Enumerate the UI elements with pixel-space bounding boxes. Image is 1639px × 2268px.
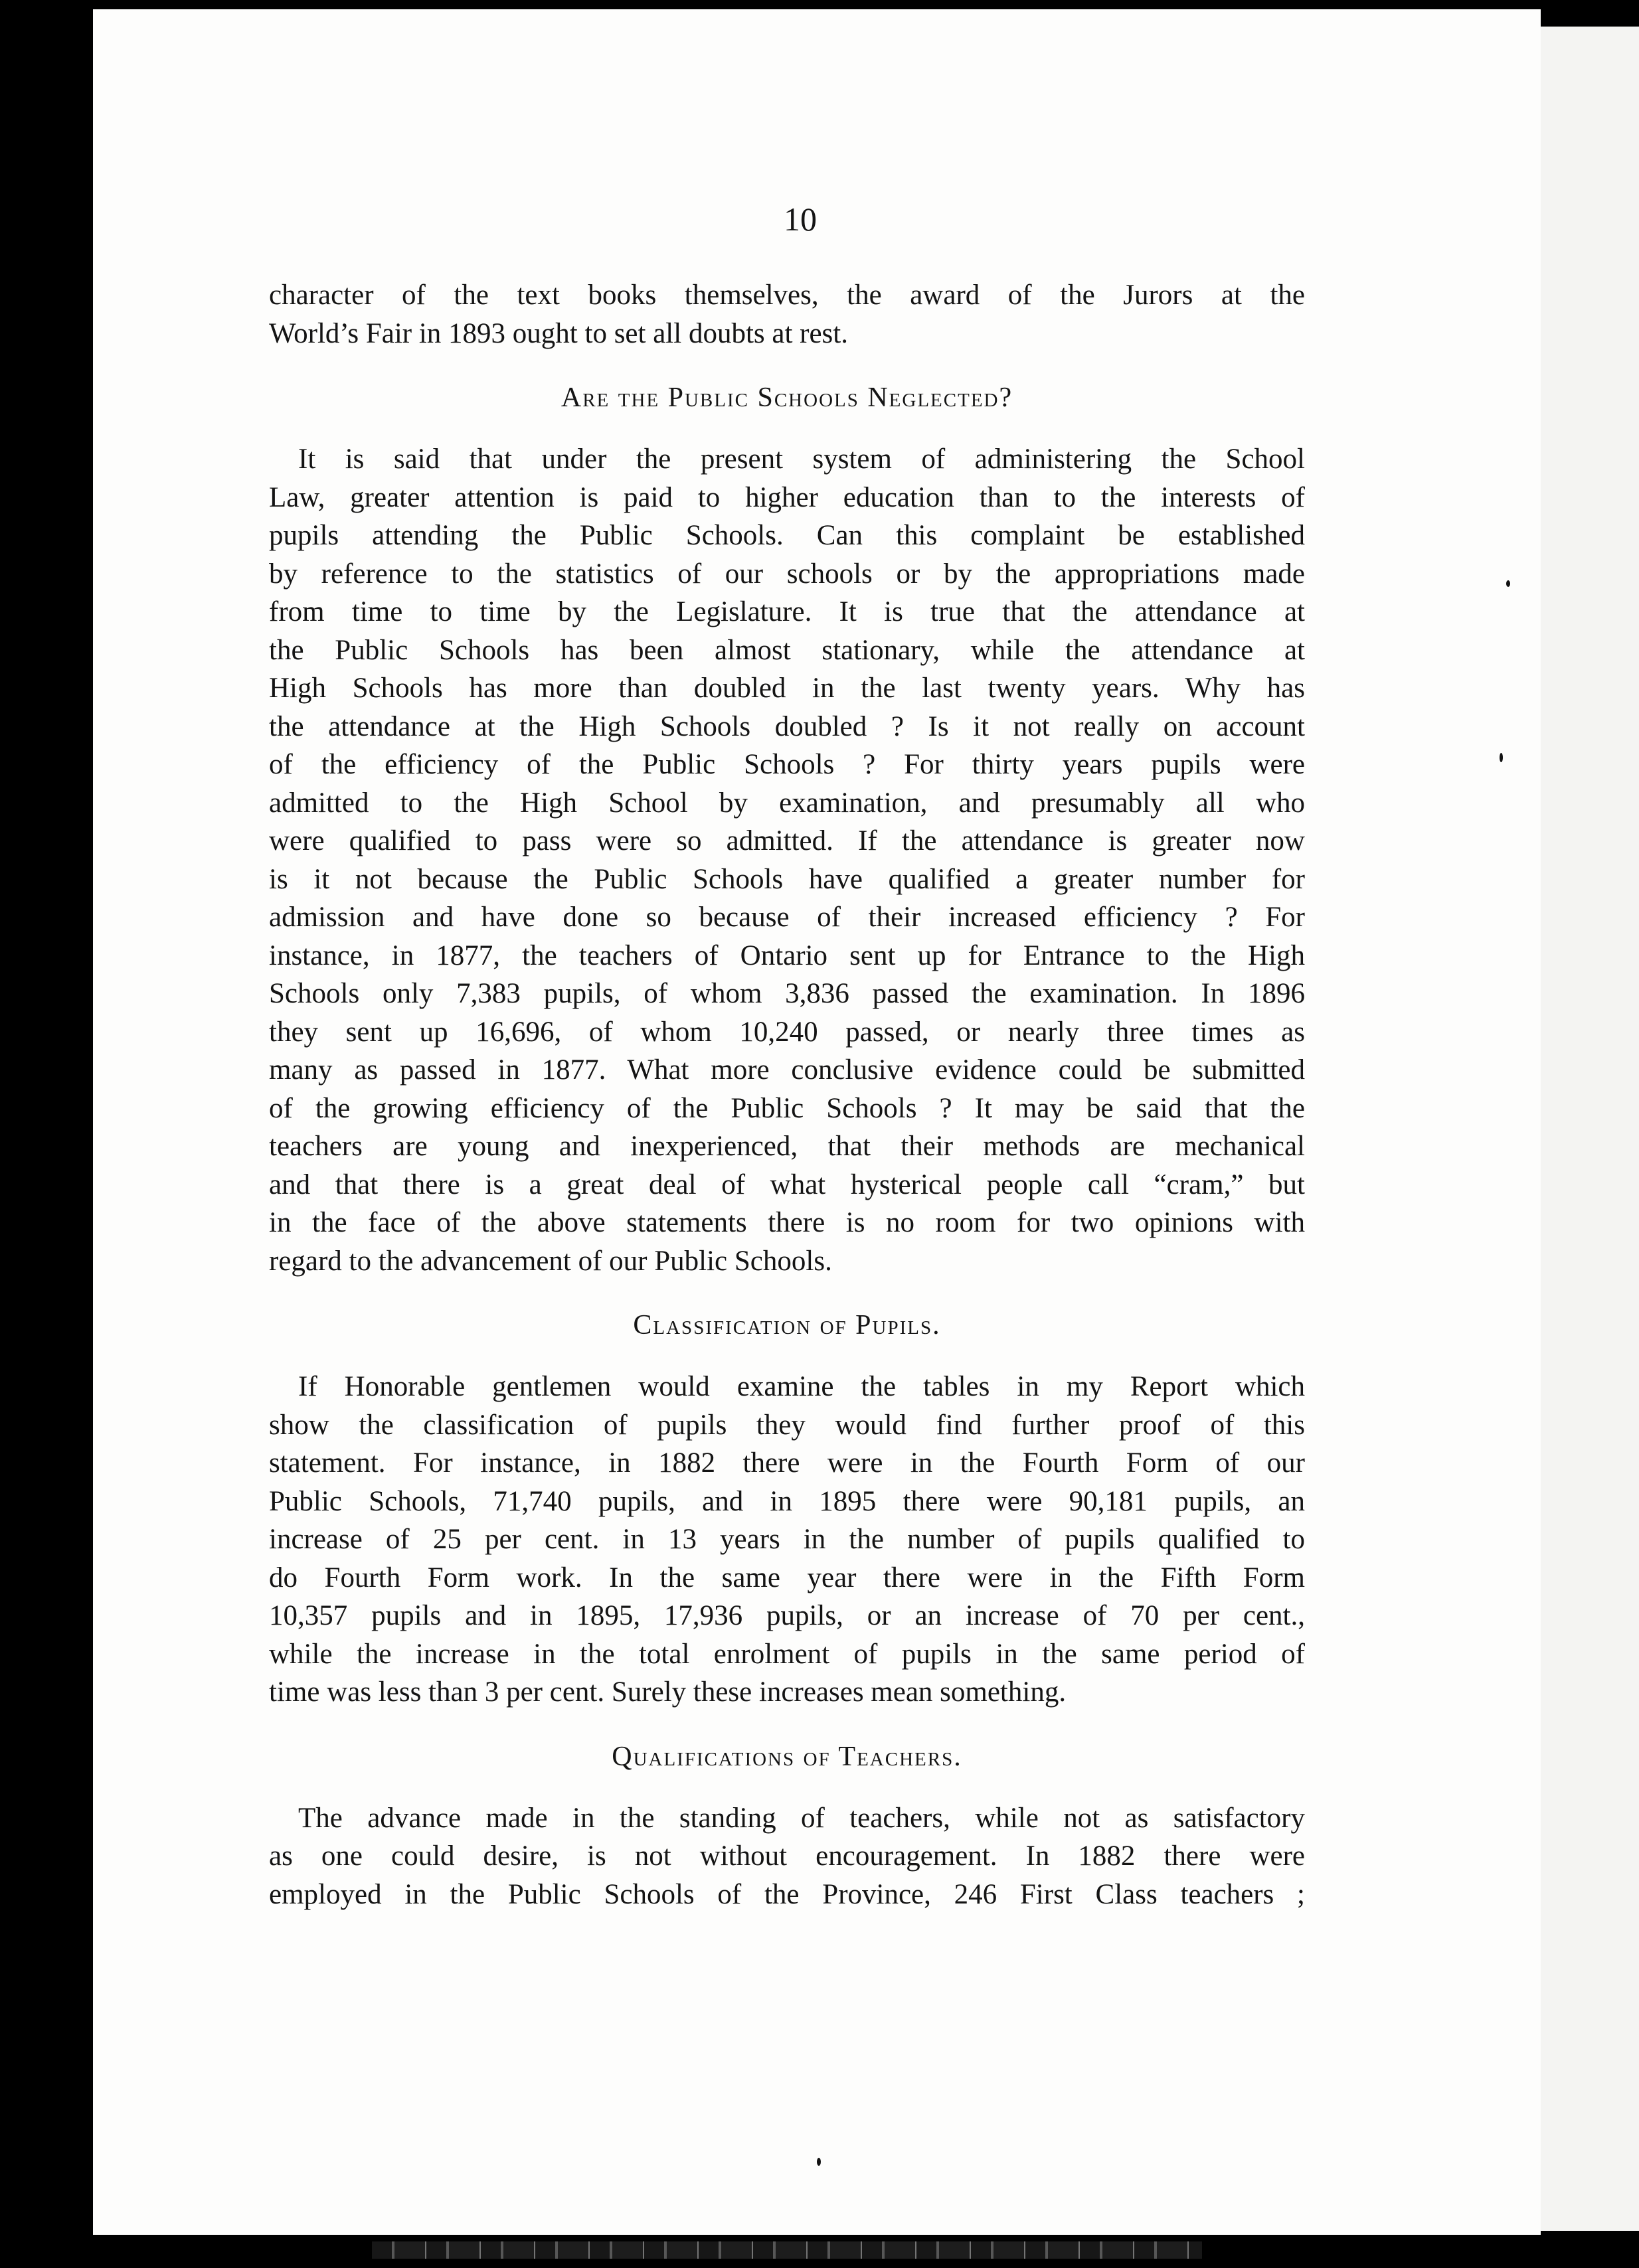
text-line: Law, greater attention is paid to higher education than to the interests of [269,481,1305,513]
text-line: in the face of the above statements there is no room for two opinions with [269,1207,1305,1238]
scan-bottom-noise [372,2241,1202,2259]
paragraph-classification [269,1368,1305,1712]
text-line: of the efficiency of the Public Schools ? For thirty years pupils were [269,749,1305,780]
text-line: and that there is a great deal of what hysterical people call “cram,” but [269,1169,1305,1200]
text-line: do Fourth Form work. In the same year there were in the Fifth Form [269,1562,1305,1593]
page-number: 10 [784,201,817,238]
opening-paragraph [269,276,1305,353]
section-heading-teachers: Qualifications of Teachers. [612,1741,962,1772]
text-line: admitted to the High School by examination, and presumably all who [269,787,1305,819]
paragraph-public-schools [269,440,1305,1280]
text-line: 10,357 pupils and in 1895, 17,936 pupils, or an increase of 70 per cent., [269,1600,1305,1631]
text-line: of the growing efficiency of the Public Schools ? It may be said that the [269,1092,1305,1124]
text-line: Schools only 7,383 pupils, of whom 3,836 passed the examination. In 1896 [269,978,1305,1009]
paragraph-teachers [269,1799,1305,1914]
text-line: is it not because the Public Schools have qualified a greater number for [269,863,1305,895]
text-line: teachers are young and inexperienced, that their methods are mechanical [269,1131,1305,1162]
text-line: statement. For instance, in 1882 there were in the Fourth Form of our [269,1447,1305,1479]
text-line: admission and have done so because of their increased efficiency ? For [269,902,1305,933]
text-line: while the increase in the total enrolment of pupils in the same period of [269,1638,1305,1670]
text-line: the attendance at the High Schools doubled ? Is it not really on account [269,710,1305,742]
text-line: Public Schools, 71,740 pupils, and in 1895 there were 90,181 pupils, an [269,1485,1305,1517]
text-line: time was less than 3 per cent. Surely these increases mean something. [269,1676,1067,1708]
text-line: they sent up 16,696, of whom 10,240 passed, or nearly three times as [269,1016,1305,1048]
text-line: from time to time by the Legislature. It is true that the attendance at [269,596,1305,627]
section-heading-classification: Classification of Pupils. [633,1310,941,1340]
text-line: by reference to the statistics of our schools or by the appropriations made [269,558,1305,590]
text-line: High Schools has more than doubled in the last twenty years. Why has [269,673,1305,704]
text-line: The advance made in the standing of teachers, while not as satisfactory [298,1802,1305,1834]
text-line: show the classification of pupils they would find further proof of this [269,1409,1305,1441]
text-line: character of the text books themselves, the award of the Jurors at the [269,280,1305,311]
text-line: were qualified to pass were so admitted. If the attendance is greater now [269,825,1305,856]
text-line: increase of 25 per cent. in 13 years in the number of pupils qualified to [269,1524,1305,1555]
text-line: pupils attending the Public Schools. Can this complaint be established [269,520,1305,551]
scan-speck [1506,580,1510,587]
text-line: World’s Fair in 1893 ought to set all doubts at rest. [269,317,848,349]
document-text [269,199,1305,1913]
text-line: the Public Schools has been almost stationary, while the attendance at [269,634,1305,666]
text-line: instance, in 1877, the teachers of Ontario sent up for Entrance to the High [269,939,1305,971]
scan-speck [817,2158,821,2166]
scan-speck [1500,753,1503,762]
text-line: If Honorable gentlemen would examine the tables in my Report which [298,1371,1305,1402]
section-heading-public-schools: Are the Public Schools Neglected? [561,382,1013,413]
text-line: It is said that under the present system of administering the School [298,444,1305,475]
text-line: as one could desire, is not without encouragement. In 1882 there were [269,1840,1305,1872]
text-line: employed in the Public Schools of the Province, 246 First Class teachers ; [269,1878,1305,1910]
text-line: regard to the advancement of our Public Schools. [269,1245,832,1277]
text-line: many as passed in 1877. What more conclusive evidence could be submitted [269,1054,1305,1086]
